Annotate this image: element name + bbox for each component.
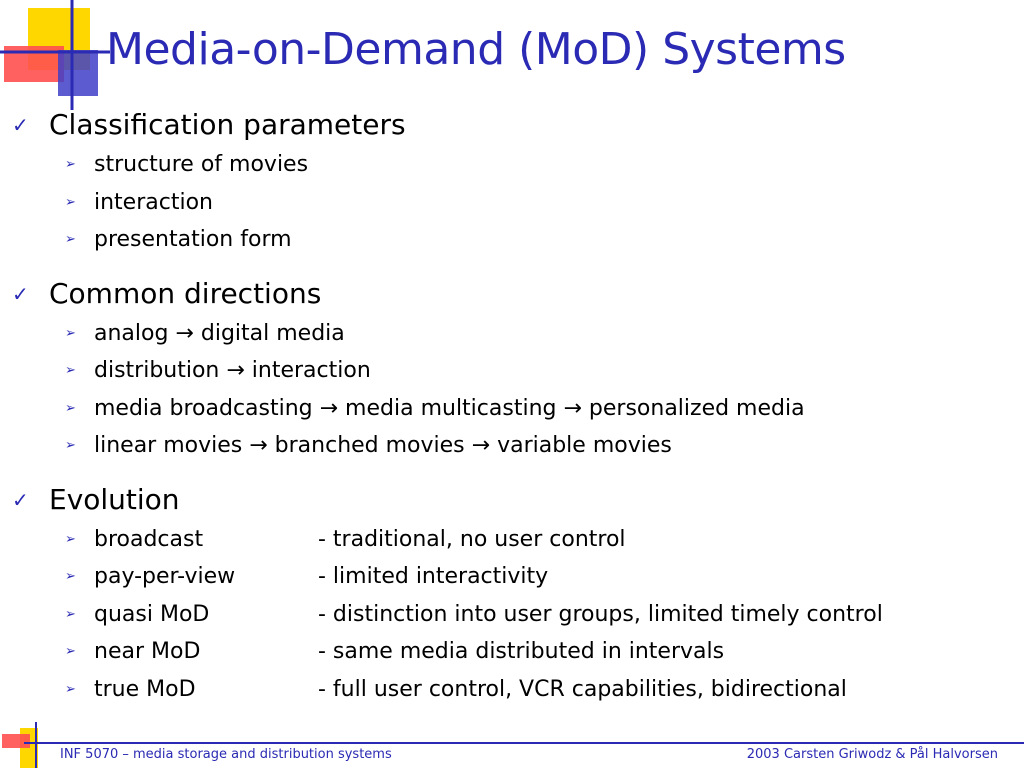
section-classification [0,104,1024,259]
bullet-description: - traditional, no user control [318,526,626,552]
level2-bullet [0,146,1024,184]
section-heading: Common directions [49,276,322,310]
arrow-right-icon: ➢ [65,363,76,378]
bullet-text: structure of movies [94,152,309,177]
section-common-directions [0,273,1024,465]
check-icon: ✓ [12,281,29,306]
bullet-term: quasi MoD [94,601,210,627]
arrow-right-icon: ➢ [65,194,76,210]
bullet-description: - same media distributed in intervals [318,639,725,664]
level2-bullet [0,671,1024,709]
logo-graphic [0,0,110,110]
arrow-right-icon: ➢ [65,531,76,547]
logo-decoration [0,0,110,110]
bullet-term: near MoD [94,639,201,664]
check-icon: ✓ [12,113,29,137]
bullet-text: media broadcasting → media multicasting → personalized media [94,395,805,421]
footer-logo-decoration [0,722,60,768]
level2-bullet [0,633,1024,671]
arrow-right-icon: ➢ [65,232,76,247]
bullet-text: interaction [94,189,213,215]
level2-bullet [0,315,1024,353]
footer-logo-graphic [0,722,60,768]
level2-bullet [0,521,1024,559]
slide-content [0,104,1024,722]
level2-bullet [0,221,1024,259]
bullet-description: - full user control, VCR capabilities, bidirectional [318,676,847,702]
level2-bullet [0,558,1024,596]
footer-divider [24,742,1024,744]
footer-authors: 2003 Carsten Griwodz & Pål Halvorsen [746,747,998,762]
bullet-text: linear movies → branched movies → variable movies [94,433,672,458]
bullet-text: distribution → interaction [94,358,371,383]
bullet-description: - distinction into user groups, limited timely control [318,601,883,627]
level2-bullet [0,352,1024,390]
level2-bullet [0,427,1024,465]
slide-title: Media-on-Demand (MoD) Systems [106,24,846,75]
bullet-text: presentation form [94,227,292,252]
arrow-right-icon: ➢ [65,644,76,659]
bullet-description: - limited interactivity [318,564,549,589]
arrow-right-icon: ➢ [65,157,76,172]
level2-bullet [0,390,1024,428]
arrow-right-icon: ➢ [65,438,76,453]
section-evolution [0,479,1024,709]
level2-bullet [0,596,1024,634]
level1-bullet [0,479,1024,521]
arrow-right-icon: ➢ [65,325,76,341]
section-heading: Evolution [49,482,180,516]
section-heading: Classification parameters [49,108,406,141]
bullet-term: true MoD [94,676,196,702]
check-icon: ✓ [12,487,29,512]
level2-bullet [0,184,1024,222]
arrow-right-icon: ➢ [65,569,76,584]
level1-bullet [0,104,1024,146]
bullet-term: pay-per-view [94,564,236,589]
bullet-term: broadcast [94,526,204,552]
arrow-right-icon: ➢ [65,606,76,622]
bullet-text: analog → digital media [94,320,345,346]
level1-bullet [0,273,1024,315]
footer-course-title: INF 5070 – media storage and distribution systems [60,747,392,762]
arrow-right-icon: ➢ [65,681,76,697]
arrow-right-icon: ➢ [65,400,76,416]
